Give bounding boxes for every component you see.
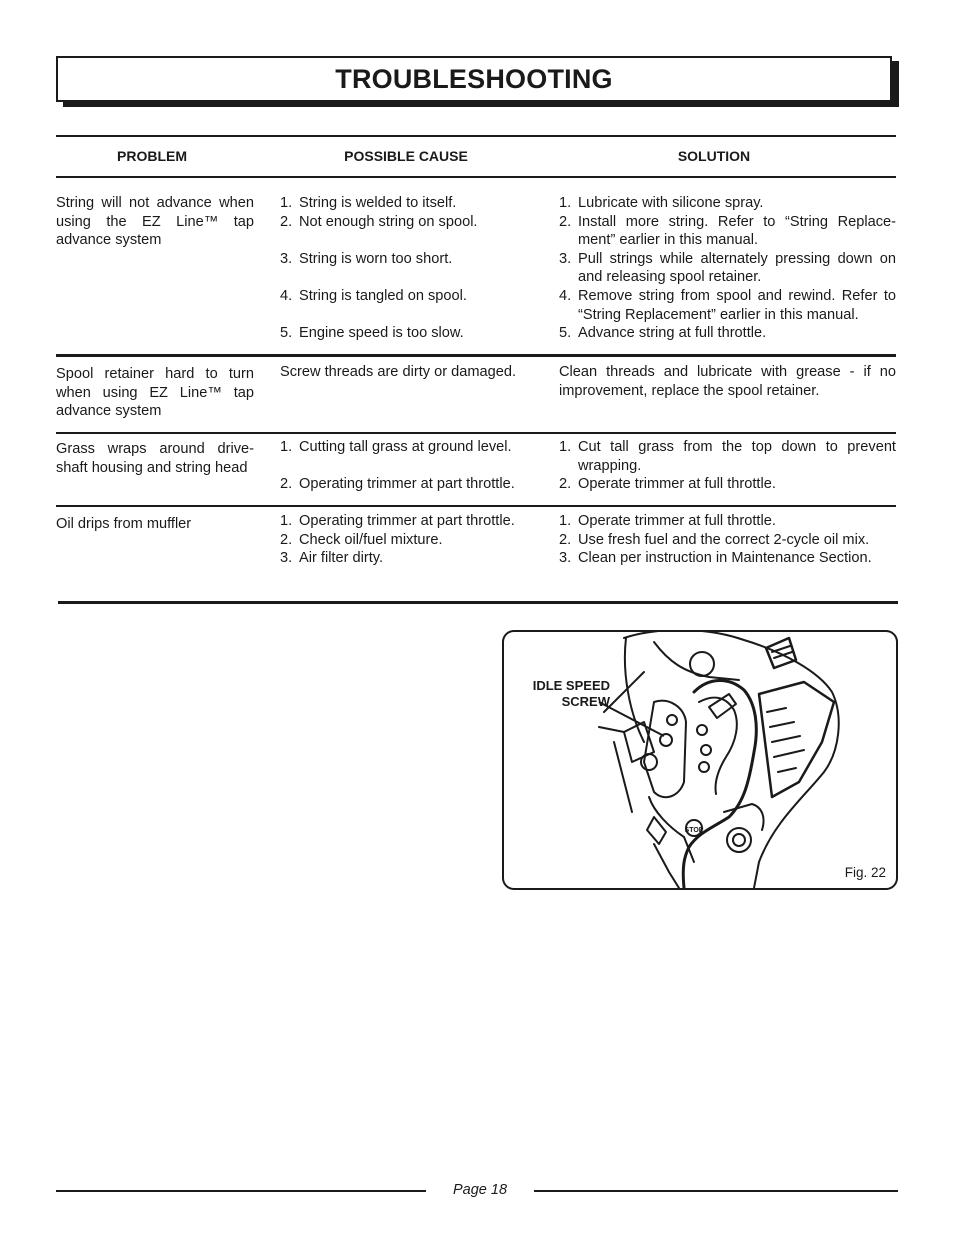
header-solution: SOLUTION xyxy=(677,148,751,164)
footer-rule-left xyxy=(56,1190,426,1192)
page-number: Page 18 xyxy=(452,1182,508,1198)
carburetor-illustration-icon xyxy=(504,632,896,888)
table-row-4-causes xyxy=(280,512,540,568)
header-problem: PROBLEM xyxy=(117,148,187,164)
list-item: 1. Lubricate with silicone spray. xyxy=(559,195,764,211)
table-row-1-problem: String will not advance when using the EZ Line™ tap advance system xyxy=(56,195,254,249)
row-divider xyxy=(56,354,896,357)
table-row-1-causes xyxy=(280,194,540,343)
list-item: 2. Use fresh fuel and the correct 2-cycle oil mix. xyxy=(559,531,870,548)
list-item: 5. Advance string at full throttle. xyxy=(559,325,767,342)
list-item: 3. String is worn too short. xyxy=(280,250,453,267)
table-row-4-solutions xyxy=(559,512,896,568)
list-item: 1. String is welded to itself. xyxy=(280,195,457,211)
table-row-2-solution: Clean threads and lubricate with grease - if no improvement, replace the spool retainer. xyxy=(559,364,896,399)
list-item: 4. Remove string from spool and rewind. Refer to “String Replacement” earlier in this manual. xyxy=(559,287,896,323)
callout-line-2: SCREW xyxy=(561,694,610,709)
figure-22 xyxy=(502,630,898,890)
list-item: 2. Operate trimmer at full throttle. xyxy=(559,476,776,493)
table-row-4-problem: Oil drips from muffler xyxy=(56,516,192,532)
list-item: 3. Air filter dirty. xyxy=(280,550,384,567)
table-row-3-solutions xyxy=(559,438,896,494)
list-item: 1. Operate trimmer at full throttle. xyxy=(559,513,776,529)
table-row-2-cause: Screw threads are dirty or damaged. xyxy=(280,364,517,380)
table-row-1-solutions xyxy=(559,194,896,343)
idle-speed-screw-callout xyxy=(532,678,610,710)
list-item: 3. Pull strings while alternately pressing down on and releasing spool retainer. xyxy=(559,250,896,286)
footer-rule-right xyxy=(534,1190,898,1192)
table-row-3-causes xyxy=(280,438,540,494)
list-item: 2. Operating trimmer at part throttle. xyxy=(280,476,515,493)
page-title: TROUBLESHOOTING xyxy=(335,63,613,94)
list-item: 4. String is tangled on spool. xyxy=(280,287,467,304)
list-item: 1. Cut tall grass from the top down to prevent wrapping. xyxy=(559,439,896,474)
list-item: 2. Check oil/fuel mixture. xyxy=(280,531,443,548)
header-cause: POSSIBLE CAUSE xyxy=(344,148,468,164)
header-rule xyxy=(56,176,896,178)
figure-caption: Fig. 22 xyxy=(844,865,886,880)
table-bottom-rule xyxy=(58,601,898,604)
row-divider xyxy=(56,432,896,434)
list-item: 1. Cutting tall grass at ground level. xyxy=(280,439,512,455)
row-divider xyxy=(56,505,896,507)
table-row-3-problem: Grass wraps around drive- shaft housing and string head xyxy=(56,441,254,476)
stop-label: STOP xyxy=(684,827,704,834)
list-item: 2. Install more string. Refer to “String Replace- ment” earlier in this manual. xyxy=(559,213,896,249)
table-row-2-problem: Spool retainer hard to turn when using EZ Line™ tap advance system xyxy=(56,366,254,420)
list-item: 3. Clean per instruction in Maintenance Section. xyxy=(559,550,872,567)
table-top-rule xyxy=(56,135,896,137)
list-item: 2. Not enough string on spool. xyxy=(280,213,478,230)
callout-line-1: IDLE SPEED xyxy=(532,678,610,693)
title-box xyxy=(56,56,892,102)
list-item: 1. Operating trimmer at part throttle. xyxy=(280,513,515,529)
list-item: 5. Engine speed is too slow. xyxy=(280,325,464,342)
